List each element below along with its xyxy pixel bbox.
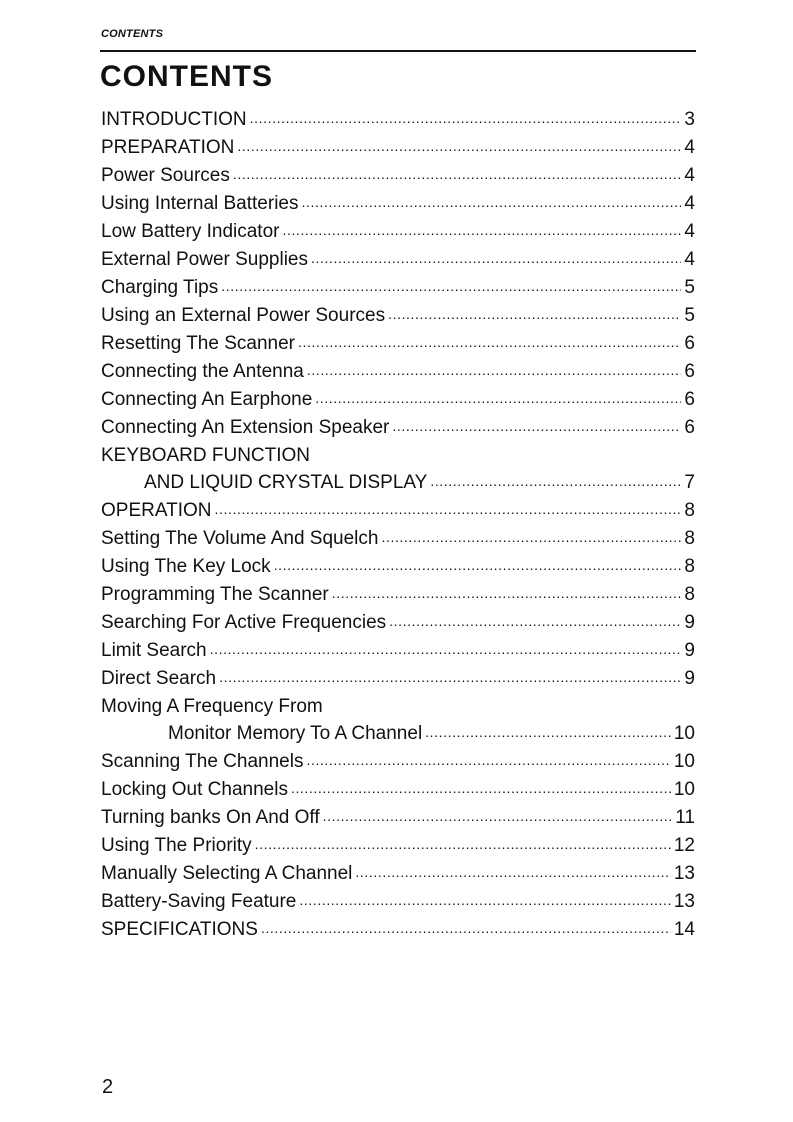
toc-entry[interactable] — [101, 807, 695, 835]
toc-dot-leader — [282, 223, 681, 237]
toc-dot-leader — [306, 753, 670, 767]
toc-entry-label: INTRODUCTION — [101, 109, 247, 130]
header-rule — [100, 50, 696, 52]
toc-entry[interactable] — [101, 417, 695, 445]
toc-entry-page: 3 — [684, 109, 695, 130]
toc-entry-label: Scanning The Channels — [101, 751, 304, 772]
toc-entry-label: Setting The Volume And Squelch — [101, 528, 379, 549]
page-title: CONTENTS — [100, 60, 273, 93]
toc-entry-page: 5 — [684, 305, 695, 326]
toc-entry[interactable] — [101, 249, 695, 277]
toc-dot-leader — [355, 865, 670, 879]
toc-dot-leader — [221, 279, 681, 293]
toc-entry-page: 10 — [673, 779, 695, 800]
toc-dot-leader — [323, 809, 673, 823]
toc-entry-label: Using The Key Lock — [101, 556, 271, 577]
toc-entry-page: 8 — [684, 556, 695, 577]
toc-entry-page: 9 — [684, 612, 695, 633]
toc-entry-label: Resetting The Scanner — [101, 333, 295, 354]
toc-entry-page: 5 — [684, 277, 695, 298]
toc-entry-label: Manually Selecting A Channel — [101, 863, 353, 884]
page-number: 2 — [102, 1076, 114, 1098]
toc-entry-label: Connecting An Extension Speaker — [101, 417, 390, 438]
toc-entry-label: Turning banks On And Off — [101, 807, 320, 828]
toc-dot-leader — [261, 921, 671, 935]
toc-entry-page: 10 — [673, 751, 695, 772]
toc-entry-label: Low Battery Indicator — [101, 221, 280, 242]
toc-entry-page: 4 — [684, 249, 695, 270]
toc-entry[interactable] — [101, 137, 695, 165]
toc-dot-leader — [233, 167, 682, 181]
toc-entry[interactable] — [101, 584, 695, 612]
toc-entry-page: 4 — [684, 221, 695, 242]
toc-entry-label: Using The Priority — [101, 835, 252, 856]
toc-entry[interactable] — [101, 891, 695, 919]
toc-entry-label: PREPARATION — [101, 137, 235, 158]
toc-dot-leader — [255, 837, 671, 851]
toc-entry[interactable] — [101, 277, 695, 305]
toc-entry-label: Searching For Active Frequencies — [101, 612, 387, 633]
toc-entry[interactable] — [101, 221, 695, 249]
toc-entry-page: 6 — [684, 333, 695, 354]
toc-entry[interactable] — [101, 109, 695, 137]
toc-entry[interactable] — [101, 500, 695, 528]
toc-entry-page: 13 — [673, 863, 695, 884]
toc-entry[interactable] — [101, 556, 695, 584]
toc-entry-label: SPECIFICATIONS — [101, 919, 258, 940]
toc-dot-leader — [298, 335, 681, 349]
toc-entry[interactable] — [101, 723, 695, 751]
toc-entry-page: 8 — [684, 528, 695, 549]
toc-entry[interactable] — [101, 528, 695, 556]
toc-entry-label: Monitor Memory To A Channel — [168, 723, 423, 744]
toc-entry-label: KEYBOARD FUNCTION — [101, 445, 311, 466]
toc-entry — [101, 696, 695, 723]
toc-dot-leader — [311, 251, 681, 265]
toc-entry[interactable] — [101, 640, 695, 668]
toc-entry-label: OPERATION — [101, 500, 212, 521]
toc-dot-leader — [299, 893, 670, 907]
toc-entry-label: Using Internal Batteries — [101, 193, 299, 214]
toc-dot-leader — [291, 781, 671, 795]
toc-entry-label: Connecting the Antenna — [101, 361, 304, 382]
toc-entry[interactable] — [101, 361, 695, 389]
toc-entry — [101, 445, 695, 472]
toc-dot-leader — [392, 419, 681, 433]
toc-entry-label: Locking Out Channels — [101, 779, 288, 800]
toc-dot-leader — [315, 391, 681, 405]
toc-entry-label: Moving A Frequency From — [101, 696, 323, 717]
toc-entry-page: 6 — [684, 389, 695, 410]
toc-dot-leader — [274, 558, 682, 572]
toc-entry[interactable] — [101, 333, 695, 361]
toc-entry-page: 12 — [673, 835, 695, 856]
toc-entry-label: Limit Search — [101, 640, 207, 661]
toc-entry[interactable] — [101, 612, 695, 640]
toc-entry[interactable] — [101, 305, 695, 333]
toc-entry-page: 8 — [684, 500, 695, 521]
toc-entry[interactable] — [101, 472, 695, 500]
toc-dot-leader — [389, 614, 681, 628]
toc-dot-leader — [237, 139, 681, 153]
toc-entry[interactable] — [101, 919, 695, 947]
toc-dot-leader — [250, 111, 682, 125]
toc-entry-page: 13 — [673, 891, 695, 912]
toc-entry[interactable] — [101, 779, 695, 807]
toc-entry-label: Direct Search — [101, 668, 217, 689]
table-of-contents — [101, 109, 695, 947]
toc-dot-leader — [215, 502, 682, 516]
toc-entry-label: External Power Supplies — [101, 249, 308, 270]
toc-entry-label: Connecting An Earphone — [101, 389, 313, 410]
toc-entry-page: 9 — [684, 640, 695, 661]
toc-entry[interactable] — [101, 193, 695, 221]
toc-dot-leader — [430, 474, 681, 488]
running-head: CONTENTS — [101, 28, 164, 40]
toc-dot-leader — [381, 530, 681, 544]
toc-dot-leader — [210, 642, 682, 656]
toc-entry-label: Charging Tips — [101, 277, 219, 298]
toc-entry-page: 4 — [684, 193, 695, 214]
toc-entry[interactable] — [101, 165, 695, 193]
toc-entry-page: 4 — [684, 137, 695, 158]
toc-entry-label: Power Sources — [101, 165, 230, 186]
toc-entry-label: AND LIQUID CRYSTAL DISPLAY — [144, 472, 428, 493]
toc-entry[interactable] — [101, 751, 695, 779]
toc-entry-page: 4 — [684, 165, 695, 186]
toc-dot-leader — [307, 363, 682, 377]
toc-dot-leader — [388, 307, 681, 321]
toc-entry-page: 6 — [684, 361, 695, 382]
toc-entry-label: Programming The Scanner — [101, 584, 329, 605]
toc-entry-label: Battery-Saving Feature — [101, 891, 297, 912]
toc-entry-page: 6 — [684, 417, 695, 438]
toc-entry[interactable] — [101, 668, 695, 696]
toc-dot-leader — [219, 670, 681, 684]
toc-dot-leader — [332, 586, 682, 600]
toc-entry[interactable] — [101, 835, 695, 863]
toc-entry[interactable] — [101, 863, 695, 891]
toc-entry-label: Using an External Power Sources — [101, 305, 386, 326]
toc-entry-page: 11 — [675, 807, 695, 828]
toc-entry-page: 9 — [684, 668, 695, 689]
toc-entry-page: 7 — [684, 472, 695, 493]
toc-entry-page: 8 — [684, 584, 695, 605]
toc-entry-page: 14 — [673, 919, 695, 940]
toc-dot-leader — [425, 725, 671, 739]
toc-entry-page: 10 — [673, 723, 695, 744]
toc-entry[interactable] — [101, 389, 695, 417]
toc-dot-leader — [302, 195, 682, 209]
